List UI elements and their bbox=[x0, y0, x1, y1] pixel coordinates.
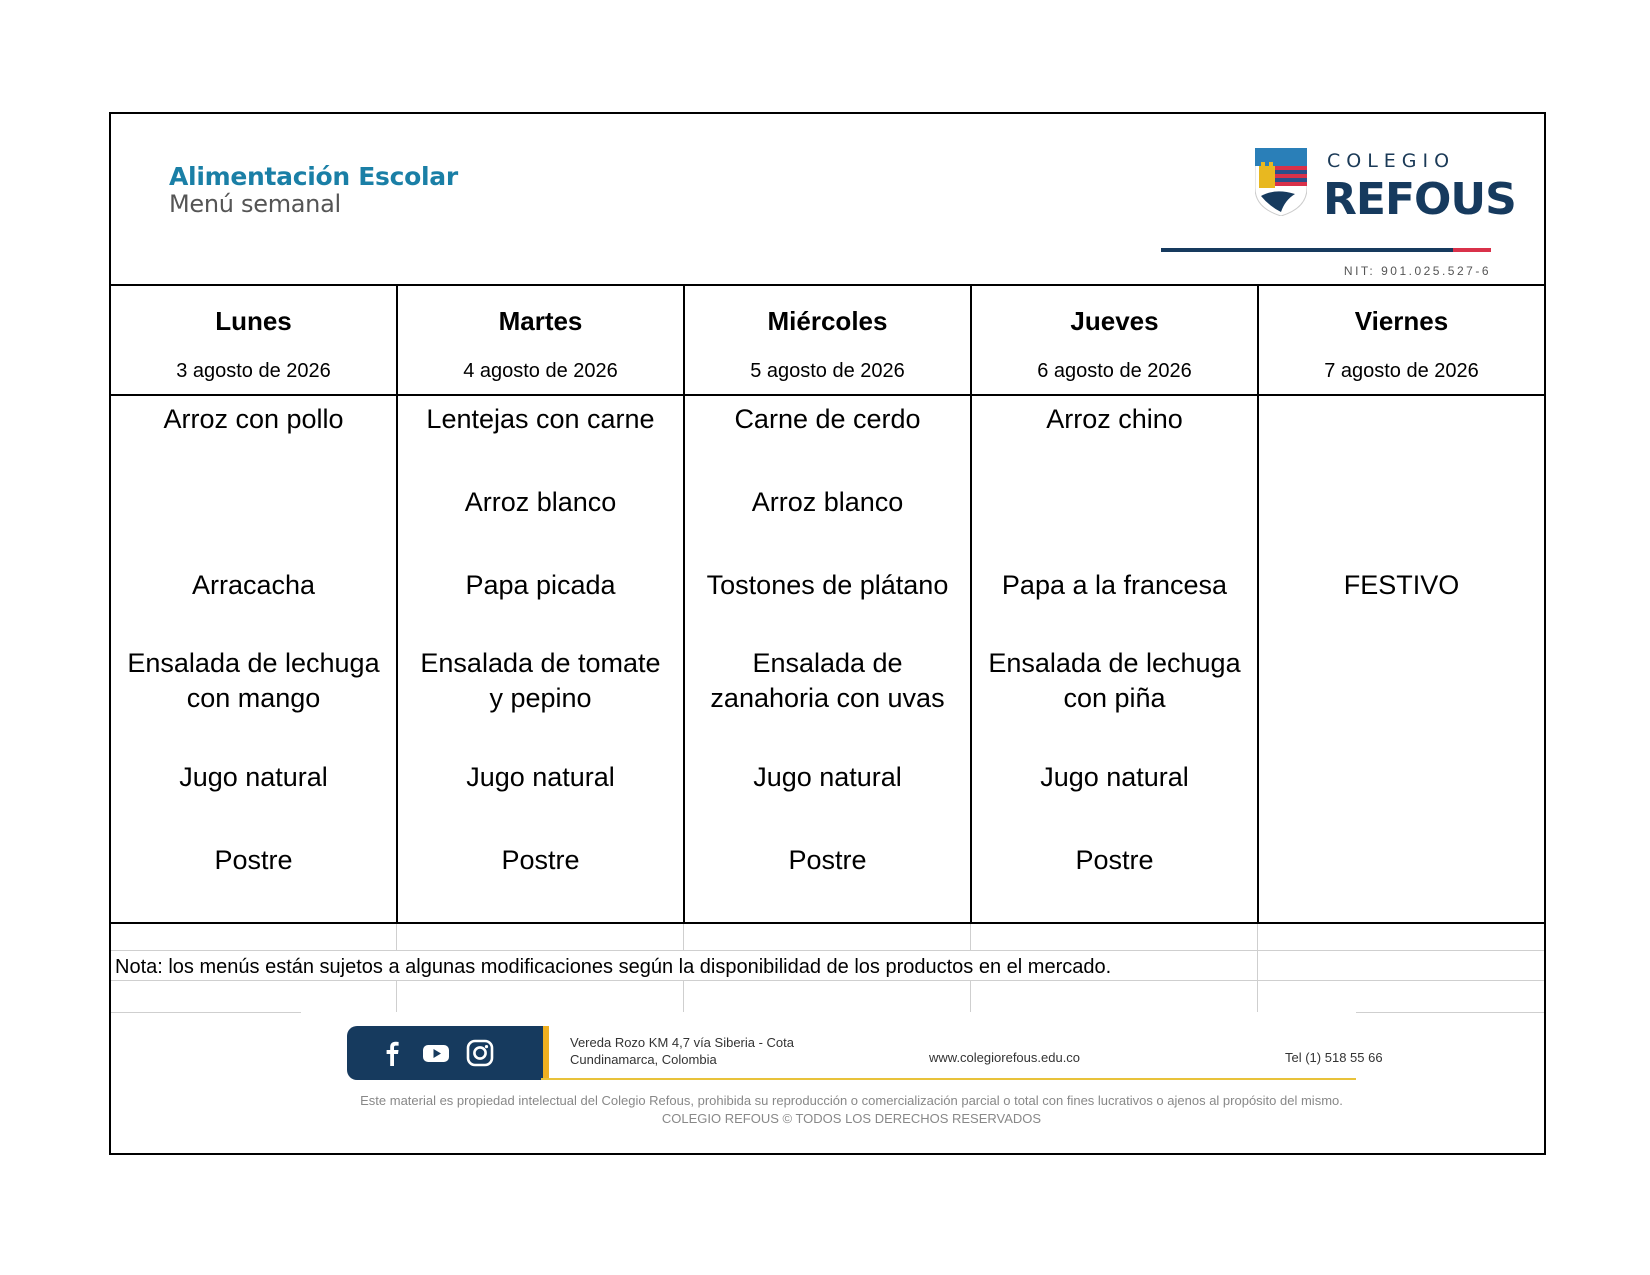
day-name: Jueves bbox=[1070, 306, 1159, 336]
page-subtitle: Menú semanal bbox=[169, 190, 341, 218]
day-date: 6 agosto de 2026 bbox=[1037, 360, 1192, 382]
menu-item-salad: con piña bbox=[1063, 683, 1166, 713]
nit-number: NIT: 901.025.527-6 bbox=[1343, 264, 1491, 278]
grid-line bbox=[396, 980, 397, 1012]
menu-item-salad: zanahoria con uvas bbox=[710, 683, 945, 713]
grid-line bbox=[111, 980, 1544, 981]
menu-item-side: Tostones de plátano bbox=[706, 570, 949, 600]
menu-item-salad: y pepino bbox=[489, 683, 592, 713]
menu-item-drink: Jugo natural bbox=[179, 762, 328, 792]
instagram-icon[interactable] bbox=[465, 1039, 495, 1067]
menu-item-main: Arroz con pollo bbox=[163, 404, 344, 434]
menu-item-salad: Ensalada de lechuga bbox=[127, 648, 380, 678]
grid-line bbox=[1356, 1012, 1544, 1013]
day-header-jueves bbox=[971, 284, 1258, 394]
menu-item-drink: Jugo natural bbox=[466, 762, 615, 792]
footer-address bbox=[570, 1034, 794, 1068]
menu-item-drink: Jugo natural bbox=[1040, 762, 1189, 792]
day-name: Martes bbox=[498, 306, 583, 336]
menu-item-main: Arroz chino bbox=[1046, 404, 1183, 434]
grid-line bbox=[683, 924, 684, 950]
grid-line bbox=[683, 980, 684, 1012]
document-heading bbox=[169, 164, 458, 216]
menu-item-salad: Ensalada de tomate bbox=[420, 648, 661, 678]
day-name: Lunes bbox=[215, 306, 292, 336]
page-title: Alimentación Escolar bbox=[169, 162, 458, 191]
youtube-icon[interactable] bbox=[421, 1039, 451, 1067]
grid-line bbox=[970, 924, 971, 950]
address-line: Vereda Rozo KM 4,7 vía Siberia - Cota bbox=[570, 1035, 795, 1050]
table-bottom-border bbox=[111, 922, 1544, 924]
copyright-notice: COLEGIO REFOUS © TODOS LOS DERECHOS RESERVADOS bbox=[661, 1111, 1042, 1126]
day-header-martes bbox=[397, 284, 684, 394]
day-header-viernes bbox=[1258, 284, 1545, 394]
logo-underline bbox=[1161, 248, 1491, 252]
menu-item-salad: Ensalada de bbox=[752, 648, 903, 678]
menu-item-dessert: Postre bbox=[214, 845, 293, 875]
menu-item-dessert: Postre bbox=[501, 845, 580, 875]
day-header-miercoles bbox=[684, 284, 971, 394]
grid-line bbox=[111, 950, 1544, 951]
day-date: 5 agosto de 2026 bbox=[750, 360, 905, 382]
logo-word-colegio: COLEGIO bbox=[1327, 150, 1456, 172]
day-name: Viernes bbox=[1354, 306, 1449, 336]
menu-item-side: Papa picada bbox=[465, 570, 616, 600]
footer-phone: Tel (1) 518 55 66 bbox=[1285, 1050, 1383, 1065]
menu-item-salad: Ensalada de lechuga bbox=[988, 648, 1241, 678]
grid-line bbox=[970, 980, 971, 1012]
day-date: 4 agosto de 2026 bbox=[463, 360, 618, 382]
logo-word-refous: REFOUS bbox=[1323, 174, 1516, 225]
holiday-label: FESTIVO bbox=[1343, 570, 1460, 600]
footer-website-link[interactable]: www.colegiorefous.edu.co bbox=[929, 1050, 1081, 1065]
facebook-icon[interactable] bbox=[377, 1039, 407, 1067]
menu-note: Nota: los menús están sujetos a algunas modificaciones según la disponibilidad de los productos en el mercado. bbox=[115, 956, 1112, 978]
footer-divider bbox=[541, 1078, 1356, 1080]
menu-item-salad: con mango bbox=[186, 683, 321, 713]
day-date: 7 agosto de 2026 bbox=[1324, 360, 1479, 382]
day-date: 3 agosto de 2026 bbox=[176, 360, 331, 382]
grid-line bbox=[111, 1012, 301, 1013]
menu-item-dessert: Postre bbox=[1075, 845, 1154, 875]
grid-line bbox=[396, 924, 397, 950]
address-line: Cundinamarca, Colombia bbox=[570, 1052, 717, 1067]
school-logo bbox=[1161, 132, 1516, 278]
menu-item-rice: Arroz blanco bbox=[464, 487, 617, 517]
menu-item-side: Arracacha bbox=[191, 570, 316, 600]
menu-item-main: Carne de cerdo bbox=[734, 404, 921, 434]
shield-icon bbox=[1255, 148, 1307, 216]
social-bar bbox=[347, 1026, 543, 1080]
menu-document bbox=[109, 112, 1546, 1155]
legal-notice: Este material es propiedad intelectual del Colegio Refous, prohibida su reproducción o comercialización parcial o total con fines lucrativos o ajenos al propósito del mismo. bbox=[360, 1093, 1343, 1108]
table-header-divider bbox=[111, 394, 1544, 396]
menu-item-drink: Jugo natural bbox=[753, 762, 902, 792]
menu-item-dessert: Postre bbox=[788, 845, 867, 875]
menu-item-main: Lentejas con carne bbox=[426, 404, 655, 434]
menu-item-rice: Arroz blanco bbox=[751, 487, 904, 517]
day-name: Miércoles bbox=[767, 306, 888, 336]
accent-stripe bbox=[543, 1026, 549, 1080]
menu-item-side: Papa a la francesa bbox=[1001, 570, 1228, 600]
grid-line bbox=[1257, 924, 1258, 1012]
day-header-lunes bbox=[110, 284, 397, 394]
